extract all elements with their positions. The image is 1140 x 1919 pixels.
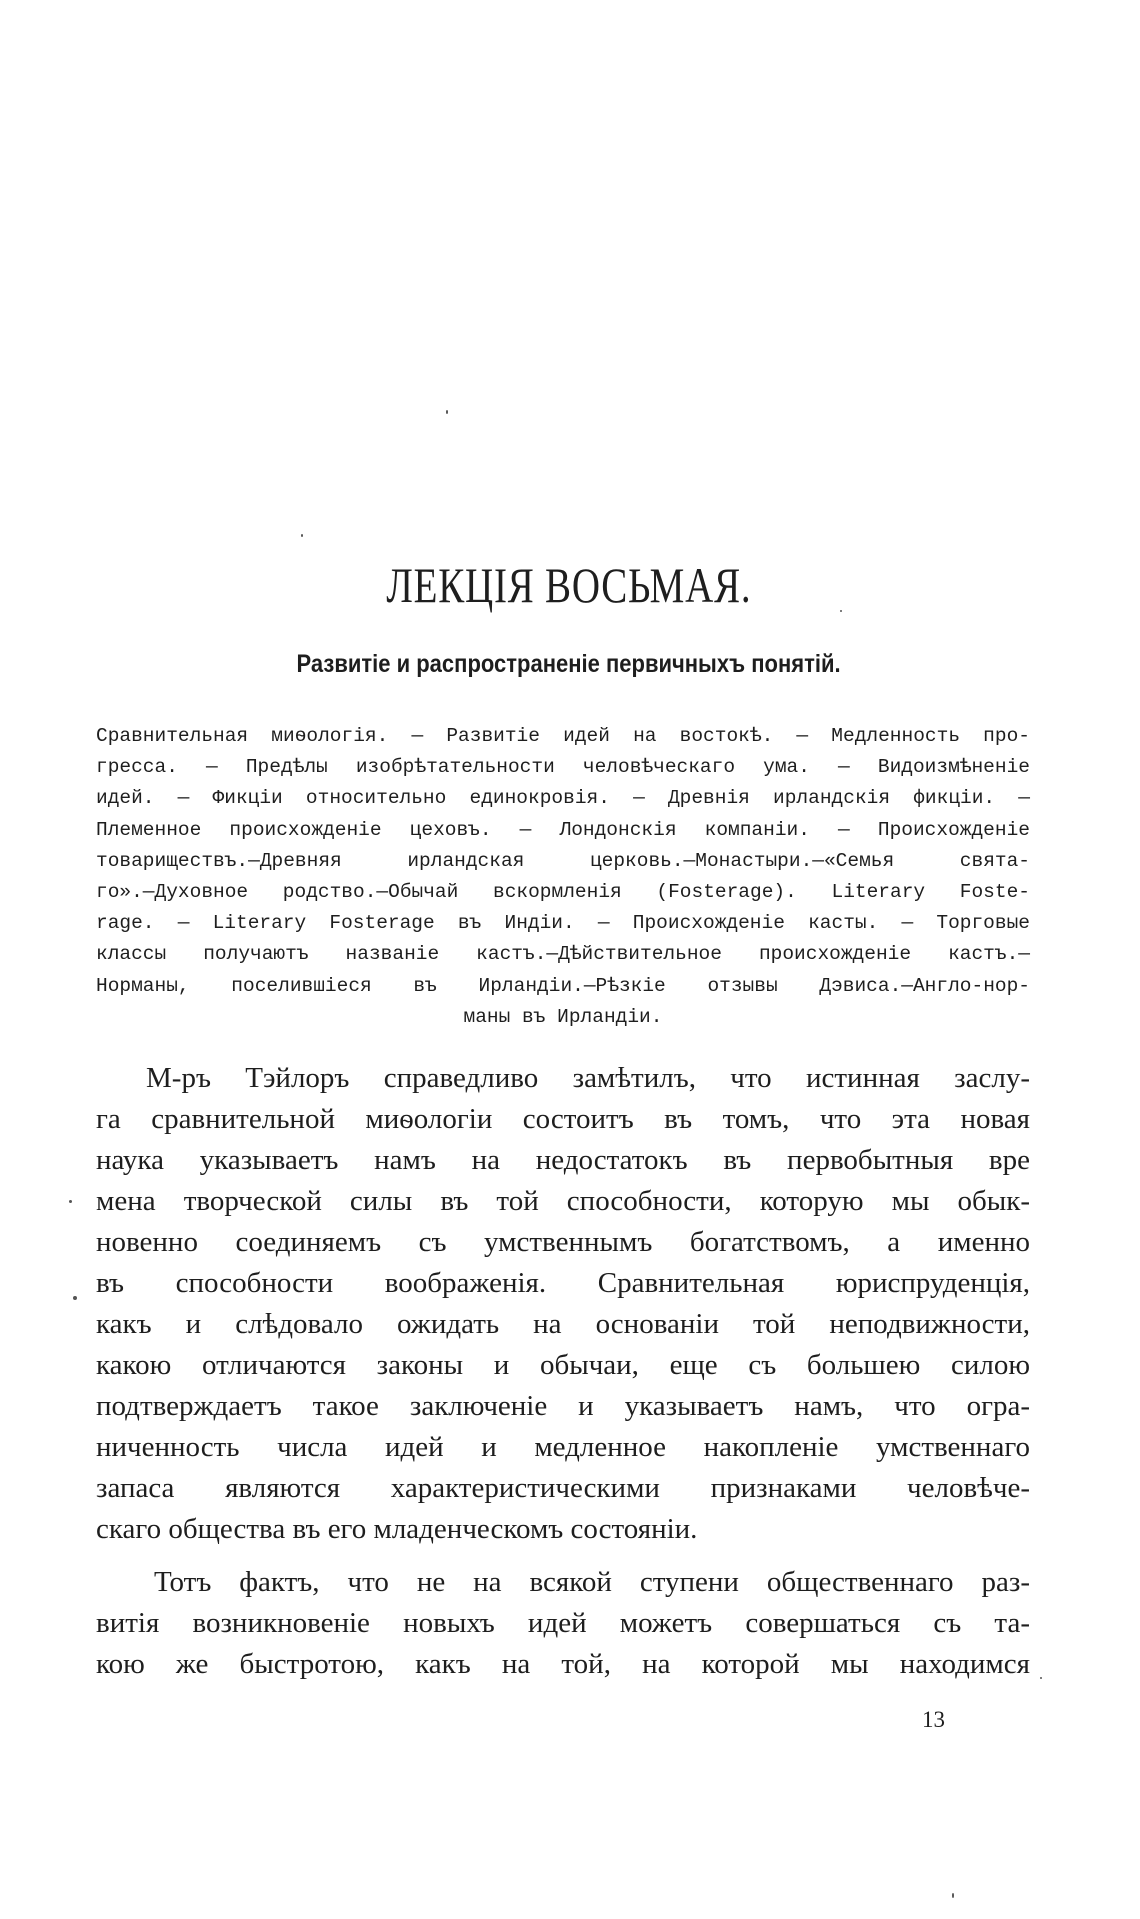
- paragraph-line: скаго общества въ его младенческомъ состояніи.: [96, 1513, 698, 1545]
- paragraph-line: какою отличаются законы и обычаи, еще съ большею силою: [96, 1349, 1030, 1381]
- scan-speck: [301, 534, 303, 537]
- scan-speck: [446, 410, 448, 414]
- summary-line: го».—Духовное родство.—Обычай вскормленія (Fosterage). Literary Foste-: [96, 881, 1030, 904]
- paragraph-line: новенно соединяемъ съ умственнымъ богатствомъ, а именно: [96, 1226, 1030, 1258]
- summary-line: маны въ Ирландіи.: [463, 1005, 663, 1028]
- summary-line: классы получаютъ названіе кастъ.—Дѣйствительное происхожденіе кастъ.—: [96, 943, 1030, 966]
- body-text: [96, 1058, 1030, 1685]
- scan-speck: [69, 1200, 72, 1203]
- paragraph-line: га сравнительной миѳологіи состоитъ въ томъ, что эта новая: [96, 1103, 1030, 1135]
- summary-line: rage. — Literary Fosterage въ Индіи. — Происхожденіе касты. — Торговые: [96, 912, 1030, 935]
- paragraph-line: запаса являются характеристическими признаками человѣче-: [96, 1472, 1030, 1504]
- summary-line: гресса. — Предѣлы изобрѣтательности человѣческаго ума. — Видоизмѣненіе: [96, 756, 1030, 779]
- summary-line: Племенное происхожденіе цеховъ. — Лондонскія компаніи. — Происхожденіе: [96, 818, 1030, 841]
- paragraph-line: Тотъ фактъ, что не на всякой ступени общественнаго раз-: [154, 1566, 1030, 1598]
- scan-speck: [1040, 1677, 1042, 1679]
- paragraph-line: витія возникновеніе новыхъ идей можетъ совершаться съ та-: [96, 1607, 1030, 1639]
- paragraph-line: подтверждаетъ такое заключеніе и указываетъ намъ, что огра-: [96, 1390, 1030, 1422]
- paragraph-line: мена творческой силы въ той способности, которую мы обык-: [96, 1185, 1030, 1217]
- paragraph-line: кою же быстротою, какъ на той, на которой мы находимся: [96, 1648, 1030, 1680]
- paragraph-line: въ способности воображенія. Сравнительная юриспруденція,: [96, 1267, 1030, 1299]
- summary-line: идей. — Фикціи относительно единокровія. — Древнія ирландскія фикціи. —: [96, 787, 1030, 810]
- summary-line: Сравнительная миѳологія. — Развитіе идей на востокѣ. — Медленность про-: [96, 725, 1030, 747]
- paragraph-1: [96, 1058, 1030, 1550]
- paragraph-line: какъ и слѣдовало ожидать на основаніи той неподвижности,: [96, 1308, 1030, 1340]
- paragraph-line: ниченность числа идей и медленное накопленіе умственнаго: [96, 1431, 1030, 1463]
- summary-line: Норманы, поселившіеся въ Ирландіи.—Рѣзкіе отзывы Дэвиса.—Англо-нор-: [96, 974, 1030, 997]
- paragraph-gap: [96, 1550, 1030, 1562]
- paragraph-line: наука указываетъ намъ на недостатокъ въ первобытныя вре: [96, 1144, 1030, 1176]
- paragraph-line: М-ръ Тэйлоръ справедливо замѣтилъ, что истинная заслу-: [146, 1062, 1030, 1094]
- scan-speck: [73, 1296, 77, 1300]
- scan-speck: [952, 1893, 954, 1898]
- lecture-title: ЛЕКЦІЯ ВОСЬМАЯ.: [386, 557, 752, 613]
- page-number: 13: [922, 1707, 945, 1732]
- lecture-subtitle: Развитіе и распространеніе первичныхъ понятій.: [296, 650, 841, 678]
- scan-speck: [840, 610, 842, 612]
- summary-line: товариществъ.—Древняя ирландская церковь.—Монастыри.—«Семья свята-: [96, 849, 1030, 872]
- chapter-summary: [96, 721, 1030, 1033]
- paragraph-2: [96, 1562, 1030, 1685]
